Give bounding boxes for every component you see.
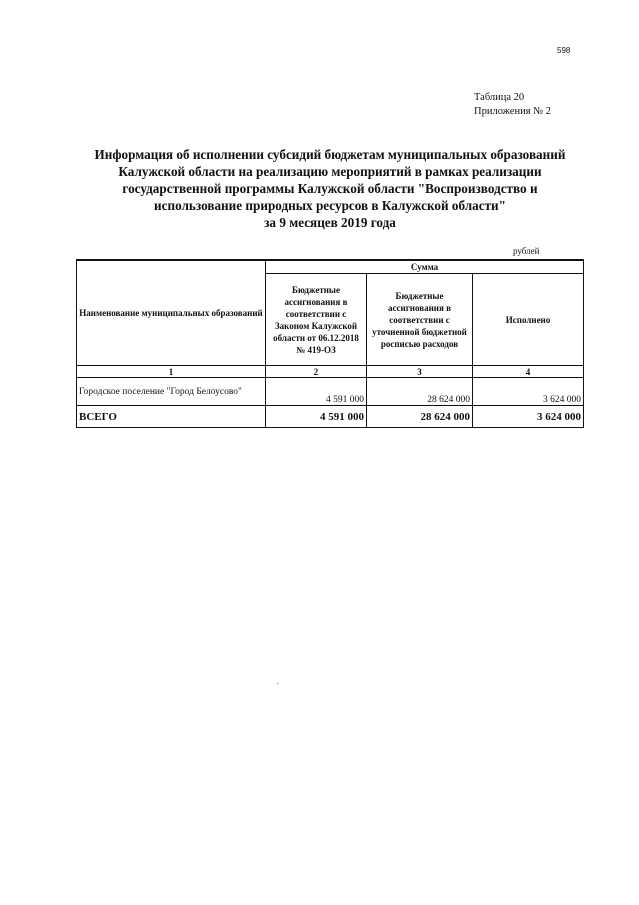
column-number-4: 4 (473, 366, 584, 378)
header-executed: Исполнено (473, 274, 584, 366)
row-executed: 3 624 000 (473, 378, 584, 406)
scan-speck (277, 683, 278, 684)
header-sum: Сумма (266, 260, 584, 274)
title-line-3: государственной программы Калужской области "Воспроизводство и (122, 181, 538, 196)
total-budget-refined: 28 624 000 (367, 406, 473, 428)
title-line-1: Информация об исполнении субсидий бюджетам муниципальных образований (94, 147, 566, 162)
column-number-2: 2 (266, 366, 367, 378)
row-municipality-name: Городское поселение "Город Белоусово" (77, 378, 266, 406)
total-label: ВСЕГО (77, 406, 266, 428)
table-reference (474, 91, 551, 119)
column-number-3: 3 (367, 366, 473, 378)
column-number-1: 1 (77, 366, 266, 378)
total-row (77, 406, 584, 428)
page-number: 598 (557, 46, 571, 55)
document-title (70, 146, 590, 231)
appendix-number: Приложения № 2 (474, 106, 552, 117)
header-budget-refined: Бюджетные ассигнования в соответствии с уточненной бюджетной росписью расходов (367, 274, 473, 366)
subsidy-execution-table (76, 259, 584, 428)
row-budget-refined: 28 624 000 (367, 378, 473, 406)
currency-unit-note: рублей (513, 246, 540, 256)
header-budget-law: Бюджетные ассигнования в соответствии с Законом Калужской области от 06.12.2018 № 419-ОЗ (266, 274, 367, 366)
total-budget-law: 4 591 000 (266, 406, 367, 428)
header-municipality-name: Наименование муниципальных образований (77, 260, 266, 366)
total-executed: 3 624 000 (473, 406, 584, 428)
title-line-2: Калужской области на реализацию мероприятий в рамках реализации (118, 164, 542, 179)
title-line-5: за 9 месяцев 2019 года (264, 215, 396, 230)
row-budget-law: 4 591 000 (266, 378, 367, 406)
title-line-4: использование природных ресурсов в Калужской области" (154, 198, 506, 213)
table-number: Таблица 20 (474, 92, 525, 103)
table-row (77, 378, 584, 406)
